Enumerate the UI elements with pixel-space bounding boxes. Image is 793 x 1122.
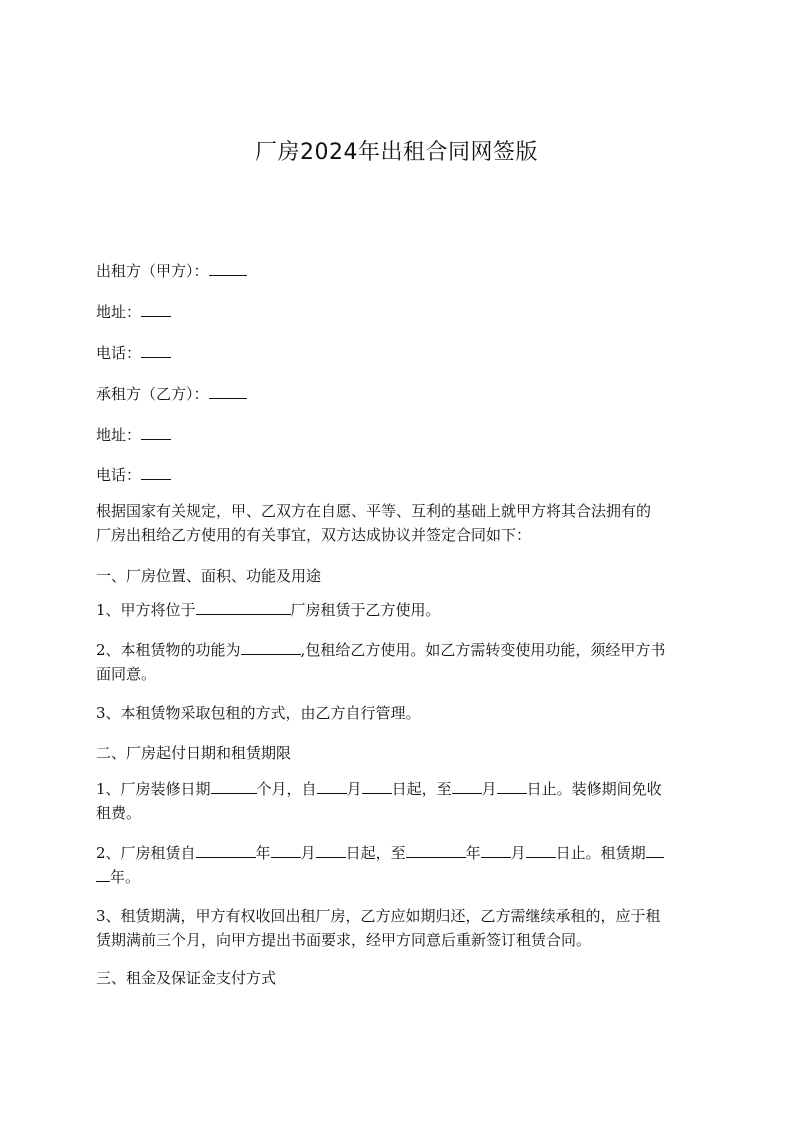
renovation-end-month-blank <box>452 776 482 794</box>
section-1-item-1-text-b: 厂房租赁于乙方使用。 <box>290 601 441 619</box>
section-2-item-2-text-c: 月 <box>300 844 316 862</box>
lessee-phone-label: 电话： <box>96 466 142 484</box>
section-2-item-2-text-a: 2、厂房租赁自 <box>96 844 196 862</box>
lessee-address-line <box>96 422 708 448</box>
section-2-item-2-line-2 <box>96 864 708 890</box>
lessee-label: 承租方（乙方）： <box>96 385 209 403</box>
section-2-item-1-text-c: 月 <box>346 780 362 798</box>
preamble-line-1: 根据国家有关规定，甲、乙双方在自愿、平等、互利的基础上就甲方将其合法拥有的 <box>96 502 652 520</box>
section-2-item-1-text-e: 月 <box>481 780 497 798</box>
lessee-phone-blank <box>141 462 171 480</box>
lessor-phone-line <box>96 340 708 366</box>
lessee-address-blank <box>141 422 171 440</box>
lessee-phone-line <box>96 462 708 488</box>
lease-end-year-blank <box>406 840 466 858</box>
document-title: 厂房2024年出租合同网签版 <box>255 140 538 165</box>
lease-end-month-blank <box>481 840 511 858</box>
section-1-item-2-line-2: 面同意。 <box>96 665 157 683</box>
section-2-item-2-text-e: 年 <box>465 844 481 862</box>
section-2-item-3-line-1: 3、租赁期满，甲方有权收回出租厂房，乙方应如期归还，乙方需继续承租的，应于租 <box>96 907 661 925</box>
section-2-item-1-text-f: 日止。装修期间免收 <box>526 780 662 798</box>
lessor-address-label: 地址： <box>96 303 142 321</box>
section-2-item-2-text-f: 月 <box>510 844 526 862</box>
lessor-line <box>96 258 708 284</box>
section-2-item-1-line-1 <box>96 776 708 802</box>
lessor-address-blank <box>141 299 171 317</box>
renovation-months-blank <box>211 776 257 794</box>
section-1-heading: 一、厂房位置、面积、功能及用途 <box>96 567 322 585</box>
section-1-item-3: 3、本租赁物采取包租的方式，由乙方自行管理。 <box>96 704 421 722</box>
lessee-address-label: 地址： <box>96 426 142 444</box>
section-2-item-2-line-1 <box>96 840 708 866</box>
lessor-phone-blank <box>141 340 171 358</box>
section-1-item-1-text-a: 1、甲方将位于 <box>96 601 196 619</box>
lessor-address-line <box>96 299 708 325</box>
preamble-line-2: 厂房出租给乙方使用的有关事宜，双方达成协议并签定合同如下： <box>96 526 532 544</box>
section-1-item-2-text-b: ,包租给乙方使用。如乙方需转变使用功能，须经甲方书 <box>300 641 666 659</box>
section-2-item-1-text-a: 1、厂房装修日期 <box>96 780 211 798</box>
lessee-line <box>96 381 708 407</box>
section-1-item-2-line-1 <box>96 637 708 663</box>
renovation-start-month-blank <box>317 776 347 794</box>
renovation-end-day-blank <box>497 776 527 794</box>
lessor-blank <box>209 258 247 276</box>
lease-term-blank-part-2 <box>96 864 110 882</box>
function-blank <box>241 637 301 655</box>
lease-start-year-blank <box>196 840 256 858</box>
lease-start-month-blank <box>271 840 301 858</box>
section-2-item-1-text-b: 个月，自 <box>256 780 317 798</box>
section-2-item-2-text-b: 年 <box>255 844 271 862</box>
lease-term-blank-part-1 <box>646 840 664 858</box>
section-2-heading: 二、厂房起付日期和租赁期限 <box>96 744 292 762</box>
lessee-blank <box>209 381 247 399</box>
section-2-item-2-text-g: 日止。租赁期 <box>555 844 646 862</box>
section-2-item-1-text-d: 日起，至 <box>391 780 452 798</box>
section-2-item-2-text-h: 年。 <box>110 868 141 886</box>
section-3-heading: 三、租金及保证金支付方式 <box>96 969 277 987</box>
section-2-item-2-text-d: 日起，至 <box>345 844 406 862</box>
location-blank <box>196 597 291 615</box>
lease-start-day-blank <box>316 840 346 858</box>
lease-end-day-blank <box>526 840 556 858</box>
renovation-start-day-blank <box>362 776 392 794</box>
section-1-item-1 <box>96 597 708 623</box>
section-2-item-3-line-2: 赁期满前三个月，向甲方提出书面要求，经甲方同意后重新签订租赁合同。 <box>96 931 592 949</box>
section-1-item-2-text-a: 2、本租赁物的功能为 <box>96 641 241 659</box>
lessor-phone-label: 电话： <box>96 344 142 362</box>
lessor-label: 出租方（甲方）： <box>96 262 209 280</box>
section-2-item-1-line-2: 租费。 <box>96 804 142 822</box>
